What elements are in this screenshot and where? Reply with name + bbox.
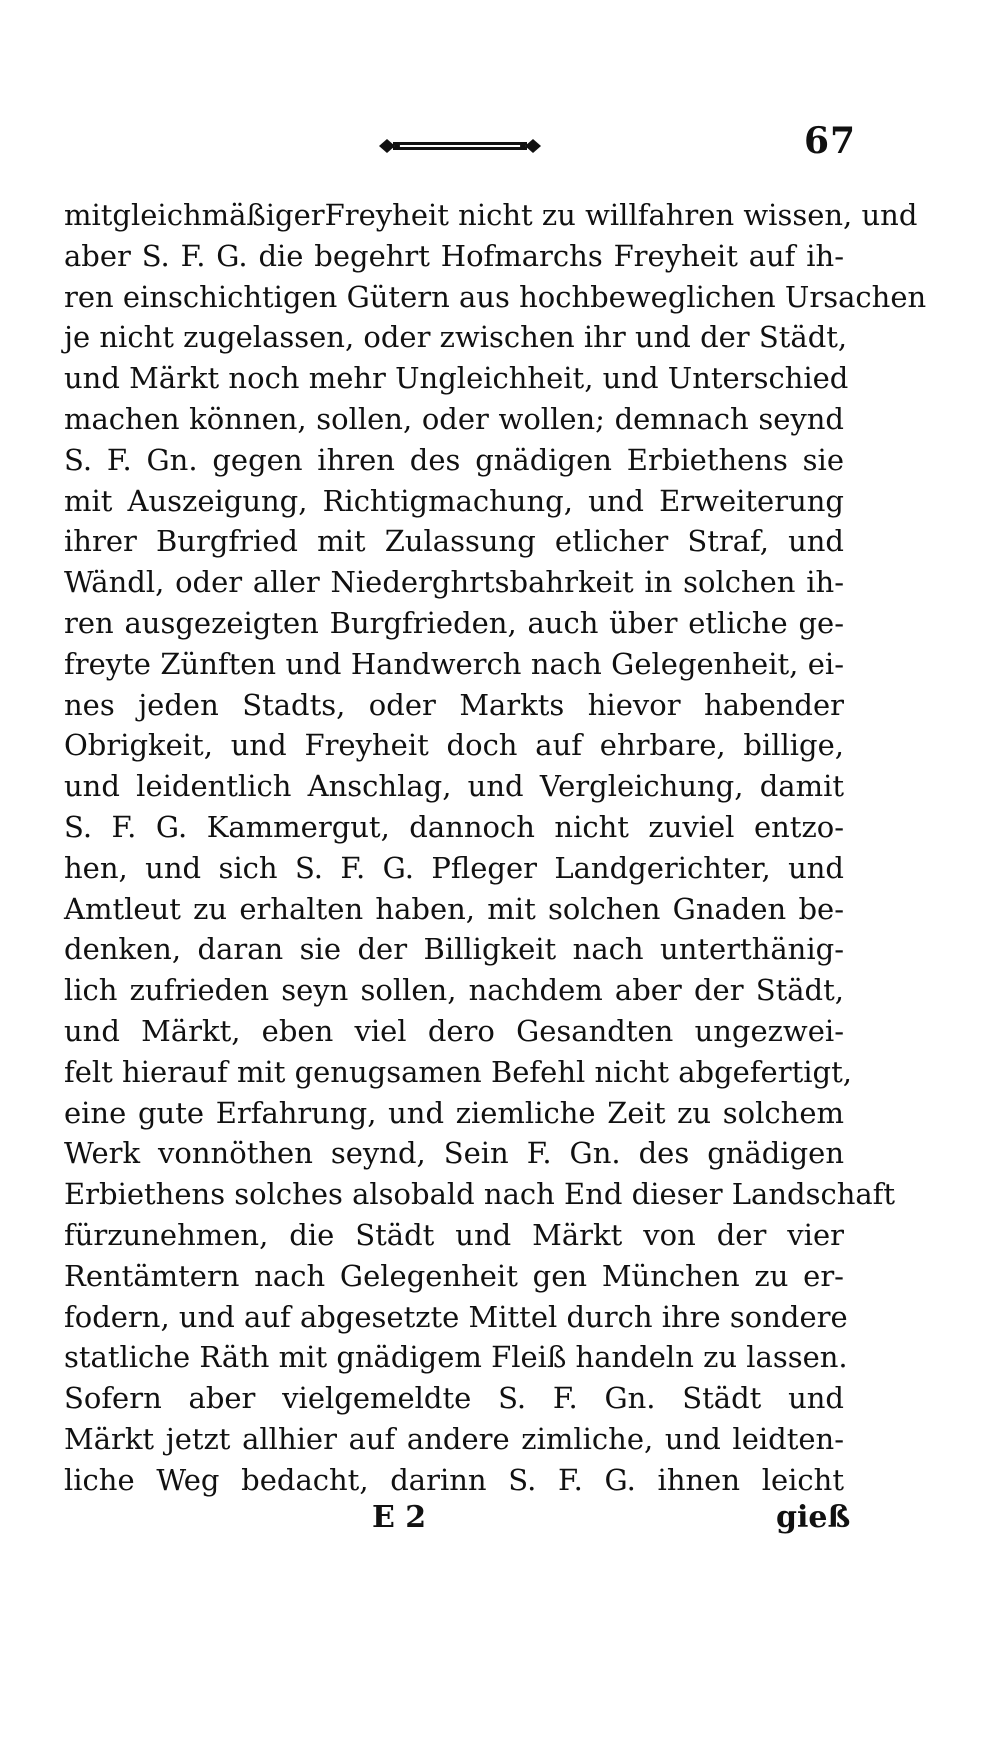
text-line: ren ausgezeigten Burgfrieden, auch über etliche ge- [64,605,844,640]
text-line: lich zufrieden seyn sollen, nachdem aber der Städt, [64,973,844,1008]
text-line: Werk vonnöthen seynd, Sein F. Gn. des gnädigen [64,1136,844,1171]
signature-mark: E 2 [372,1500,427,1535]
text-line: mitgleichmäßigerFreyheit nicht zu willfahren wissen, und [64,198,918,232]
text-line: Märkt jetzt allhier auf andere zimliche, und leidten- [64,1421,844,1456]
body-text [64,195,927,1501]
text-line: je nicht zugelassen, oder zwischen ihr und der Städt, [64,320,848,355]
text-line: und leidentlich Anschlag, und Vergleichung, damit [64,769,844,804]
text-line: fürzunehmen, die Städt und Märkt von der vier [64,1217,844,1252]
text-line: statliche Räth mit gnädigem Fleiß handeln zu lassen. [64,1340,848,1375]
text-line: fodern, und auf abgesetzte Mittel durch ihre sondere [64,1299,848,1334]
text-line: liche Weg bedacht, darinn S. F. G. ihnen leicht [64,1462,844,1497]
page-footer [0,1500,1000,1550]
text-line: Wändl, oder aller Niederghrtsbahrkeit in solchen ih- [64,565,844,600]
text-line: hen, und sich S. F. G. Pfleger Landgerichter, und [64,850,844,885]
catchword: gieß [776,1500,851,1535]
text-line: felt hierauf mit genugsamen Befehl nicht abgefertigt, [64,1054,852,1089]
text-line: S. F. Gn. gegen ihren des gnädigen Erbiethens sie [64,442,844,477]
text-line: aber S. F. G. die begehrt Hofmarchs Freyheit auf ih- [64,238,844,273]
text-line: und Märkt, eben viel dero Gesandten ungezwei- [64,1013,844,1048]
text-line: eine gute Erfahrung, und ziemliche Zeit zu solchem [64,1095,844,1130]
text-line: Obrigkeit, und Freyheit doch auf ehrbare, billige, [64,728,844,763]
page-number: 67 [804,120,857,162]
text-line: Amtleut zu erhalten haben, mit solchen Gnaden be- [64,891,844,926]
text-line: mit Auszeigung, Richtigmachung, und Erweiterung [64,483,844,518]
text-line: Rentämtern nach Gelegenheit gen München zu er- [64,1258,844,1293]
text-line: denken, daran sie der Billigkeit nach unterthänig- [64,932,844,967]
text-line: freyte Zünften und Handwerch nach Gelegenheit, ei- [64,646,844,681]
text-line: Erbiethens solches alsobald nach End dieser Landschaft [64,1177,896,1212]
text-line: machen können, sollen, oder wollen; demnach seynd [64,401,844,436]
text-line: nes jeden Stadts, oder Markts hievor habender [64,687,844,722]
text-line: ihrer Burgfried mit Zulassung etlicher Straf, und [64,524,844,559]
text-line: ren einschichtigen Gütern aus hochbeweglichen Ursachen [64,279,927,314]
text-line: Sofern aber vielgemeldte S. F. Gn. Städt und [64,1381,844,1416]
text-line: und Märkt noch mehr Ungleichheit, und Unterschied [64,361,849,396]
text-line: S. F. G. Kammergut, dannoch nicht zuviel entzo- [64,809,844,844]
ornament-rule-icon [375,134,545,158]
